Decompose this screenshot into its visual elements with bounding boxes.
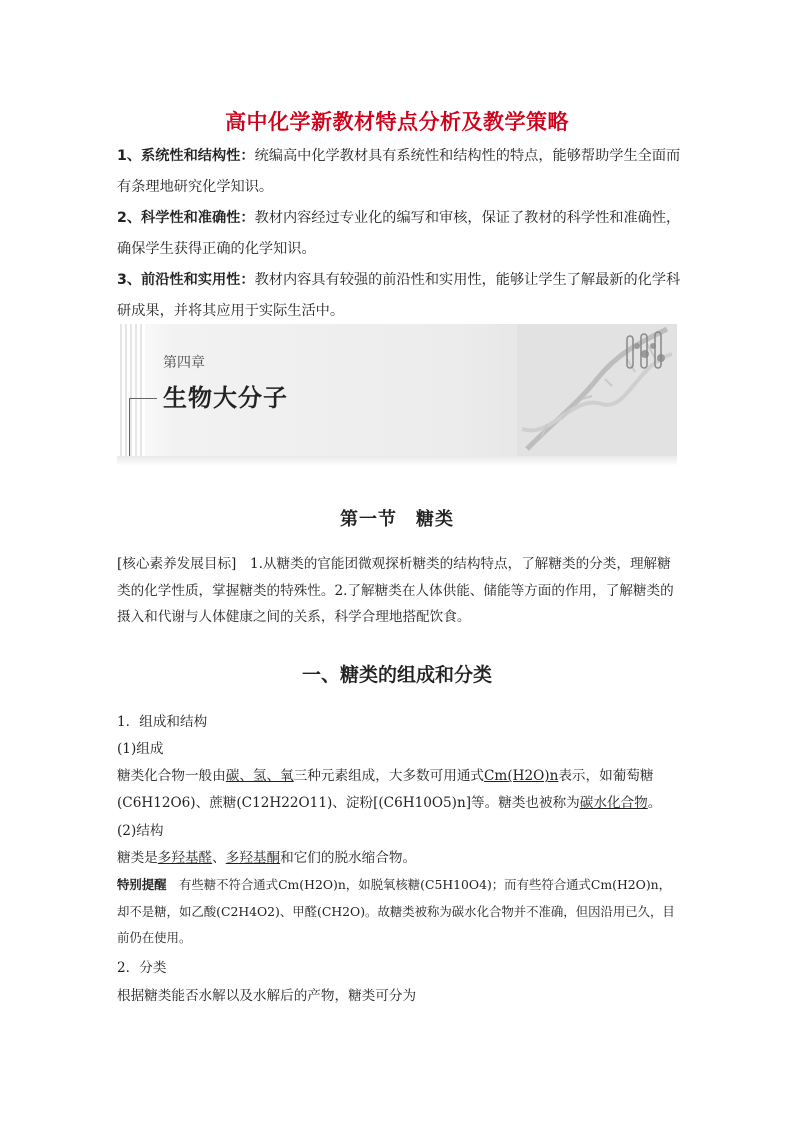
core-goals-label: [核心素养发展目标] bbox=[117, 556, 237, 572]
banner-rule-vertical bbox=[129, 398, 130, 456]
chapter-title: 生物大分子 bbox=[163, 384, 288, 412]
dna-illustration bbox=[517, 324, 677, 456]
carbohydrate-underlined: 碳水化合物 bbox=[579, 794, 648, 811]
text-run: 和它们的脱水缩合物。 bbox=[280, 850, 417, 866]
feature-label: 1、系统性和结构性： bbox=[117, 148, 255, 164]
feature-text: 教材内容经过专业化的编写和审核，保证了教材的科学性和准确性，确保学生获得正确的化学知识。 bbox=[117, 210, 681, 257]
heading-composition-classification: 一、糖类的组成和分类 bbox=[301, 664, 492, 686]
text-run: 表示，如葡萄糖(C6H12O6)、蔗糖(C12H22O11)、淀粉[(C6H10O5)n]等。糖类也被称为 bbox=[117, 768, 654, 811]
polyhydroxy-ketone: 多羟基酮 bbox=[225, 850, 281, 866]
note-text: 有些糖不符合通式Cm(H2O)n，如脱氧核糖(C5H10O4)；而有些符合通式Cm(H2O)n，却不是糖，如乙酸(C2H4O2)、甲醛(CH2O)。故糖类被称为碳水化合物并不准确，但因沿用已久，目前仍在使用。 bbox=[117, 877, 675, 945]
paragraph-structure-detail bbox=[117, 845, 679, 872]
core-goals-paragraph bbox=[117, 551, 679, 631]
formula-underlined: Cm(H2O)n bbox=[484, 768, 559, 784]
note-label: 特别提醒 bbox=[117, 877, 167, 892]
paragraph-classification: 2．分类 bbox=[117, 960, 167, 976]
feature-label: 2、科学性和准确性： bbox=[117, 210, 255, 226]
paragraph-composition-structure: 1．组成和结构 bbox=[117, 714, 208, 730]
text-run: 糖类是 bbox=[117, 850, 158, 866]
banner-stripes bbox=[117, 324, 145, 456]
section-title: 第一节 糖类 bbox=[340, 509, 454, 530]
paragraph-composition-detail bbox=[117, 763, 679, 816]
feature-label: 3、前沿性和实用性： bbox=[117, 272, 255, 288]
text-run: 。 bbox=[647, 794, 662, 811]
document-title: 高中化学新教材特点分析及教学策略 bbox=[225, 110, 569, 134]
paragraph-composition: (1)组成 bbox=[117, 741, 164, 757]
chapter-banner bbox=[117, 324, 677, 456]
paragraph-classification-detail: 根据糖类能否水解以及水解后的产物，糖类可分为 bbox=[117, 988, 417, 1004]
feature-item-2 bbox=[117, 203, 682, 265]
feature-item-3 bbox=[117, 265, 682, 327]
special-note bbox=[117, 872, 679, 952]
banner-rule bbox=[129, 398, 157, 399]
text-run: 糖类化合物一般由 bbox=[117, 768, 226, 784]
text-run: 、 bbox=[212, 850, 226, 866]
core-goals-text: 1.从糖类的官能团微观探析糖类的结构特点，了解糖类的分类，理解糖类的化学性质，掌握糖类的特殊性。2.了解糖类在人体供能、储能等方面的作用，了解糖类的摄入和代谢与人体健康之间的关系，科学合理地搭配饮食。 bbox=[117, 556, 674, 625]
feature-text: 教材内容具有较强的前沿性和实用性，能够让学生了解最新的化学科研成果，并将其应用于实际生活中。 bbox=[117, 272, 681, 319]
feature-item-1 bbox=[117, 141, 682, 203]
feature-text: 统编高中化学教材具有系统性和结构性的特点，能够帮助学生全面而有条理地研究化学知识。 bbox=[117, 148, 681, 195]
banner-shadow bbox=[117, 456, 677, 466]
elements-underlined: 碳、氢、氧 bbox=[225, 768, 294, 784]
polyhydroxy-aldehyde: 多羟基醛 bbox=[157, 850, 213, 866]
paragraph-structure: (2)结构 bbox=[117, 823, 164, 839]
text-run: 三种元素组成，大多数可用通式 bbox=[293, 768, 485, 784]
chapter-label: 第四章 bbox=[163, 355, 205, 371]
